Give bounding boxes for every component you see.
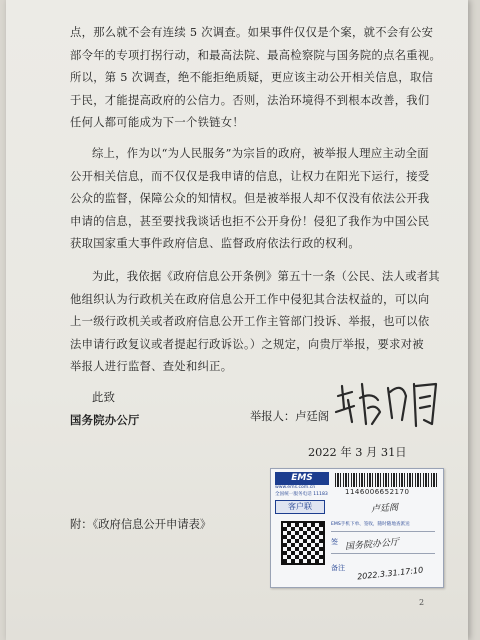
text-line: 举报人进行监督、查处和纠正。 xyxy=(70,360,233,374)
handwritten-signature xyxy=(332,378,444,430)
document-body xyxy=(70,22,442,432)
text-line: 部令年的专项打拐行动，和最高法院、最高检察院与国务院的点名重视。 xyxy=(70,48,442,62)
text-line: 综上，作为以“为人民服务”为宗旨的政府，被举报人理应主动全面 xyxy=(92,146,429,160)
handwritten-name: 卢廷阁 xyxy=(370,503,399,515)
paragraph-1 xyxy=(70,22,442,135)
recipient: 国务院办公厅 xyxy=(70,413,140,427)
text-line: 公开相关信息，而不仅仅是我申请的信息，让权力在阳光下运行，接受 xyxy=(70,169,430,183)
text-line: 他组织认为行政机关在政府信息公开工作中侵犯其合法权益的，可以向 xyxy=(70,292,430,306)
handwritten-timestamp: 2022.3.31.17:10 xyxy=(356,565,424,582)
ems-header xyxy=(271,469,443,499)
text-line: 申请的信息，甚至要找我谈话也拒不公开身份！侵犯了我作为中国公民 xyxy=(70,214,430,228)
text-line: 上一级行政机关或者政府信息公开工作主管部门投诉、举报，也可以依 xyxy=(70,315,430,329)
tracking-number: 1146006652170 xyxy=(345,488,410,496)
handwritten-recipient: 国务院办公厅 xyxy=(344,537,400,553)
ems-shipping-label xyxy=(270,468,444,588)
document-date: 2022 年 3 月 31日 xyxy=(308,446,407,459)
paragraph-3 xyxy=(70,266,442,379)
barcode-icon xyxy=(335,473,439,487)
remark-field-label: 备注 xyxy=(331,564,345,572)
signer-label: 举报人：卢廷阁 xyxy=(250,410,330,423)
ems-note: EMS手机下单、签收，随时随地查派送 xyxy=(331,522,410,527)
divider xyxy=(331,531,435,532)
text-line: 获取国家重大事件政府信息、监督政府依法行政的权利。 xyxy=(70,237,360,251)
text-line: 任何人都可能成为下一个铁链女！ xyxy=(70,116,244,130)
text-line: 所以，第 5 次调查，绝不能拒绝质疑，更应该主动公开相关信息，取信 xyxy=(70,71,434,85)
ems-website: www.ems.com.cn xyxy=(275,485,316,490)
attachment-note: 附：《政府信息公开申请表》 xyxy=(70,518,212,531)
sign-field-label: 签 xyxy=(331,538,338,546)
document-page xyxy=(6,0,468,640)
copy-tag: 客户联 xyxy=(275,500,325,514)
text-line: 为此，我依据《政府信息公开条例》第五十一条（公民、法人或者其 xyxy=(92,269,440,283)
text-line: 法申请行政复议或者提起行政诉讼。）之规定，向贵厅举报，要求对被 xyxy=(70,337,424,351)
closing: 此致 xyxy=(92,390,116,404)
text-line: 点，那么就不会有连续 5 次调查。如果事件仅仅是个案，就不会有公安 xyxy=(70,26,434,39)
paragraph-2 xyxy=(70,143,442,256)
page-number: 2 xyxy=(419,598,425,607)
qr-code-icon xyxy=(281,521,325,565)
text-line: 于民，才能提高政府的公信力。否则，法治环境得不到根本改善，我们 xyxy=(70,93,430,107)
divider xyxy=(331,553,435,554)
ems-logo: EMS xyxy=(275,472,329,485)
ems-info-panel xyxy=(327,503,439,585)
text-line: 公众的监督，保障公众的知情权。但是被举报人却不仅没有依法公开我 xyxy=(70,192,430,206)
ems-hotline: 全国统一服务电话 11183 xyxy=(275,492,328,497)
